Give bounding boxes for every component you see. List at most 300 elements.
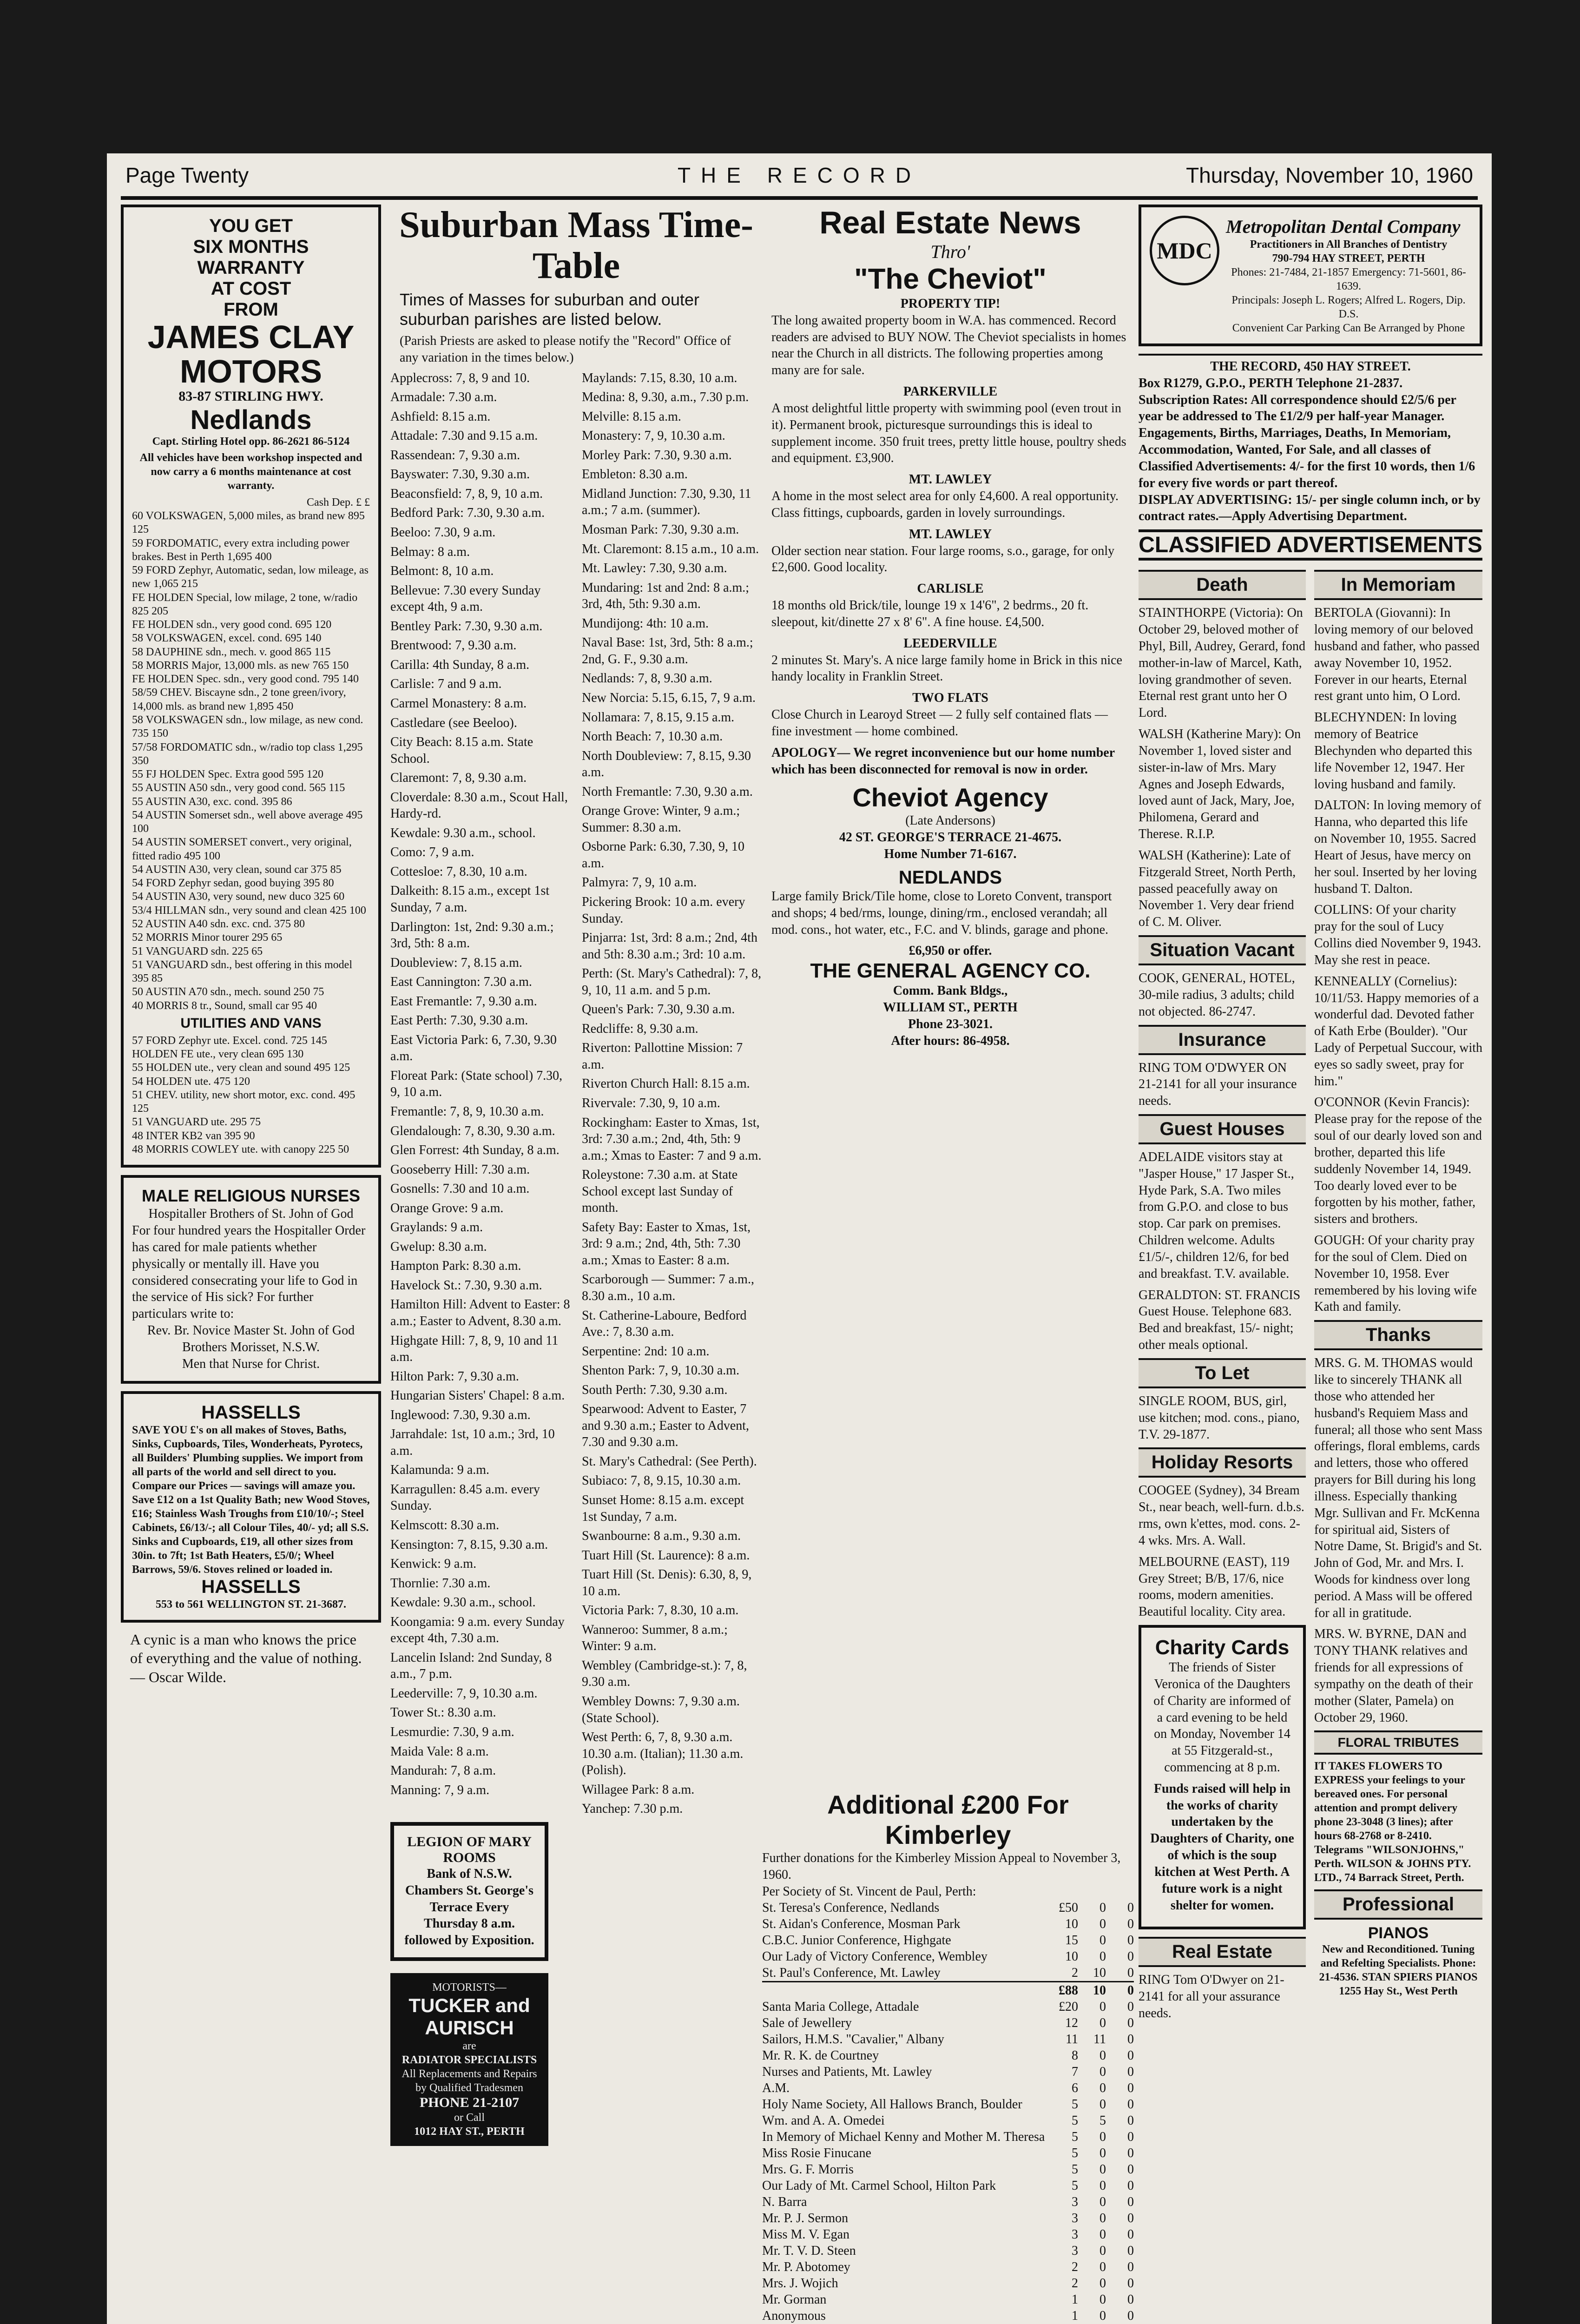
charity-body: The friends of Sister Veronica of the Daughters of Charity are informed of a card evening to be held on Monday, November 14 at 55 Fitzgerald-st., commencing at 8 p.m. [1153,1660,1291,1775]
donation-amount: 0 [1099,2227,1106,2242]
donation-amount: 0 [1099,2130,1106,2145]
thanks-item: MRS. W. BYRNE, DAN and TONY THANK relatives and friends for all expressions of sympathy on the death of their mother (Slater, Pamela) on October 29, 1960. [1314,1627,1473,1725]
mass-time-entry: Midland Junction: 7.30, 9.30, 11 a.m.; 7 a.m. (summer). [582,486,751,518]
donation-amount: 2 [1072,1966,1078,1981]
mass-time-entry: Orange Grove: Winter, 9 a.m.; Summer: 8.30 a.m. [582,804,740,835]
classified-right [1314,565,1482,2027]
donor-name: Mr. Gorman [762,2292,827,2307]
thro-label: Thro' [930,241,970,262]
charity-body-2: Funds raised will help in the works of charity undertaken by the Daughters of Charity, one of which is the soup kitchen at West Perth. A future work is a night shelter for women. [1150,1781,1294,1913]
donation-amount: 8 [1072,2048,1078,2063]
donation-amount: 5 [1072,2130,1078,2145]
classified-heading: Guest Houses [1139,1114,1306,1144]
hassells-ad [121,1391,381,1623]
car-listing: 53/4 HILLMAN sdn., very sound and clean 425 100 [132,904,366,917]
donation-amount: 0 [1099,2048,1106,2063]
general-agency-name: THE GENERAL AGENCY CO. [810,959,1091,983]
mass-time-entry: Carlisle: 7 and 9 a.m. [390,677,502,692]
car-listing: FE HOLDEN Spec. sdn., very good cond. 795 140 [132,673,359,686]
donor-name: Holy Name Society, All Hallows Branch, Boulder [762,2097,1022,2112]
donation-list-2 [762,1999,1134,2324]
donation-amount: 0 [1099,2276,1106,2291]
donor-name: Mr. P. J. Sermon [762,2211,849,2226]
mass-timetable-title: Suburban Mass Time-Table [399,205,753,286]
mass-time-entry: Mosman Park: 7.30, 9.30 a.m. [582,522,739,537]
tucker-name: TUCKER and AURISCH [408,1994,530,2039]
mass-time-entry: Hampton Park: 8.30 a.m. [390,1259,521,1274]
general-agency-line: Phone 23-3021. [908,1017,993,1031]
mass-time-entry: Tuart Hill (St. Denis): 6.30, 8, 9, 10 a.m. [582,1567,752,1598]
donor-name: Anonymous [762,2309,826,2324]
donation-amount: 5 [1072,2162,1078,2177]
mass-time-entry: Mundijong: 4th: 10 a.m. [582,616,709,631]
page-header [125,163,1473,191]
donation-amount: 3 [1072,2227,1078,2242]
cheviot-agency-name: Cheviot Agency [852,783,1048,812]
donation-amount: 0 [1099,1901,1106,1915]
column-2 [390,205,762,2324]
tucker-orcall: or Call [454,2112,485,2124]
pianos-title: PIANOS [1368,1924,1429,1942]
car-listing: 58 MORRIS Major, 13,000 mls. as new 765 150 [132,659,349,672]
column-4 [1139,205,1482,2324]
mass-time-entry: Morley Park: 7.30, 9.30 a.m. [582,448,732,462]
classified-item: WALSH (Katherine Mary): On November 1, loved sister and sister-in-law of Mrs. Mary Agnes and Joseph Edwards, loved aunt of Jack, Mary, Joe, Philomena, Gerard and Therese. R.I.P. [1139,727,1301,842]
donation-amount: 0 [1099,2146,1106,2161]
donor-name: St. Teresa's Conference, Nedlands [762,1901,940,1915]
donor-name: Miss M. V. Egan [762,2227,850,2242]
classified-item: WALSH (Katherine): Late of Fitzgerald Street, North Perth, passed peacefully away on November 1. Very dear friend of C. M. Oliver. [1139,848,1296,930]
mass-time-entry: Wanneroo: Summer, 8 a.m.; Winter: 9 a.m. [582,1622,728,1654]
mass-time-entry: Swanbourne: 8 a.m., 9.30 a.m. [582,1529,741,1544]
memoriam-item: BERTOLA (Giovanni): In loving memory of our beloved husband and father, who passed away November 10, 1952. Forever in our hearts, Eternal rest grant unto him, O Lord. [1314,606,1480,704]
donation-amount: 0 [1099,2244,1106,2258]
classified-heading: Real Estate [1139,1937,1306,1967]
car-listing: 52 AUSTIN A40 sdn. exc. cnd. 375 80 [132,918,305,930]
donation-row [762,1948,1134,1965]
donor-name: In Memory of Michael Kenny and Mother M. Theresa [762,2130,1045,2145]
donation-amount: 1 [1072,2292,1078,2307]
donation-amount: 0 [1099,2260,1106,2275]
donation-amount: £20 [1059,2000,1078,2014]
mass-time-entry: Hilton Park: 7, 9.30 a.m. [390,1369,519,1384]
donor-name: St. Paul's Conference, Mt. Lawley [762,1966,941,1981]
kimberley-intro: Further donations for the Kimberley Mission Appeal to November 3, 1960. [762,1851,1121,1882]
mass-time-entry: Pickering Brook: 10 a.m. every Sunday. [582,894,745,926]
donation-amount: 0 [1127,2000,1134,2014]
mass-time-entry: Attadale: 7.30 and 9.15 a.m. [390,429,538,443]
donation-amount: 5 [1072,2179,1078,2193]
dealer-phones: Capt. Stirling Hotel opp. 86-2621 86-5124 [152,436,350,448]
nurses-address: Rev. Br. Novice Master St. John of God Brothers Morisset, N.S.W. [147,1323,355,1354]
donor-name: C.B.C. Junior Conference, Highgate [762,1933,951,1948]
car-listing: FE HOLDEN Special, low milage, 2 tone, w/radio 825 205 [132,591,358,617]
mass-time-entry: Beaconsfield: 7, 8, 9, 10 a.m. [390,486,543,501]
donation-amount: 0 [1127,2162,1134,2177]
donor-name: Miss Rosie Finucane [762,2146,871,2161]
nedlands-body: Large family Brick/Tile home, close to Loreto Convent, transport and shops; 4 bed/rms, lounge, dining/rm., enclosed verandah; all mod. cons., hot water, etc., F.C. and V. blinds, garage and phone. [771,889,1112,937]
cash-dep-header: Cash Dep. £ £ [307,496,370,508]
kimberley-title: Additional £200 For Kimberley [827,1790,1069,1849]
nurses-tagline: Men that Nurse for Christ. [182,1356,320,1371]
classified-heading: To Let [1139,1358,1306,1388]
donation-amount: 5 [1072,2113,1078,2128]
donation-amount: 0 [1127,2211,1134,2226]
mass-time-entry: Jarrahdale: 1st, 10 a.m.; 3rd, 10 a.m. [390,1427,555,1458]
donation-amount: 0 [1099,1933,1106,1948]
thanks-heading: Thanks [1314,1320,1482,1350]
donation-amount: 2 [1072,2276,1078,2291]
donation-row [762,2064,1134,2080]
donation-row [762,2080,1134,2096]
mass-time-entry: Rivervale: 7.30, 9, 10 a.m. [582,1096,720,1110]
hassells-body: SAVE YOU £'s on all makes of Stoves, Baths, Sinks, Cupboards, Tiles, Wonderheats, Pyrotecs, all Builders' Plumbing supplies. We import from all parts of the world and sell direct to you. Compare our Prices — savings will amaze you. Save £12 on a 1st Quality Bath; new Wood Stoves, £16; Stainless Wash Troughs from £10/10/-; Steel Cabinets, £6/13/-; all Colour Tiles, 40/- yd; all S.S. Sinks and Cupboards, £19, all other sizes from 30in. to 7ft; 1st Bath Heaters, £5/0/; Wheel Barrows, 59/6. Stoves relined or loaded in. [132,1424,370,1576]
mass-time-entry: Pinjarra: 1st, 3rd: 8 a.m.; 2nd, 4th and 5th: 8.30 a.m.; 3rd: 10 a.m. [582,931,757,962]
car-listing: 51 VANGUARD sdn. 225 65 [132,945,263,957]
donation-amount: 11 [1093,2032,1106,2047]
donation-amount: 0 [1127,2309,1134,2324]
donation-amount: 10 [1065,1949,1078,1964]
dealer-name: JAMES CLAY MOTORS [147,319,355,390]
mass-time-entry: East Fremantle: 7, 9.30 a.m. [390,994,537,1009]
ad-line: WARRANTY [197,257,305,278]
car-listing: 58 DAUPHINE sdn., mech. v. good 865 115 [132,646,331,658]
donation-amount: 0 [1099,2016,1106,2031]
charity-cards-ad [1139,1625,1306,1929]
mass-time-entry: St. Catherine-Laboure, Bedford Ave.: 7, 8.30 a.m. [582,1308,747,1340]
donation-amount: 0 [1127,2227,1134,2242]
mass-time-entry: Maida Vale: 8 a.m. [390,1744,489,1759]
mass-time-entry: Gooseberry Hill: 7.30 a.m. [390,1162,530,1177]
classified-item: COOK, GENERAL, HOTEL, 30-mile radius, 3 adults; child not objected. 86-2747. [1139,971,1295,1019]
donation-row [762,2047,1134,2064]
mass-time-entry: Leederville: 7, 9, 10.30 a.m. [390,1686,538,1701]
mass-time-entry: Mt. Lawley: 7.30, 9.30 a.m. [582,561,727,576]
mass-time-entry: Beeloo: 7.30, 9 a.m. [390,525,496,540]
issue-date: Thursday, November 10, 1960 [1186,163,1473,187]
donation-row [762,1999,1134,2015]
mass-time-entry: Monastery: 7, 9, 10.30 a.m. [582,429,725,443]
classified-heading: Death [1139,570,1306,600]
mass-time-entry: Glen Forrest: 4th Sunday, 8 a.m. [390,1143,560,1158]
nurses-body: For four hundred years the Hospitaller Order has cared for male patients whether physically or mentally ill. Have you considered consecrating your life to God in the service of His sick? For further particulars write to: [132,1223,366,1321]
mass-time-entry: Como: 7, 9 a.m. [390,845,474,860]
donor-name: Mr. P. Abotomey [762,2260,850,2275]
nurses-title: MALE RELIGIOUS NURSES [141,1186,361,1206]
utility-listing: 48 MORRIS COWLEY ute. with canopy 225 50 [132,1143,349,1155]
mass-time-entry: Melville: 8.15 a.m. [582,409,681,424]
utility-listing: 55 HOLDEN ute., very clean and sound 495 125 [132,1062,350,1074]
classified-left [1139,565,1306,2027]
dental-line: Practitioners in All Branches of Dentistry [1250,238,1448,251]
car-listing: 54 AUSTIN SOMERSET convert., very original, fitted radio 495 100 [132,836,352,862]
mass-time-entry: East Victoria Park: 6, 7.30, 9.30 a.m. [390,1032,557,1064]
mass-time-entry: Thornlie: 7.30 a.m. [390,1576,491,1591]
mass-time-entry: Havelock St.: 7.30, 9.30 a.m. [390,1278,542,1293]
donation-amount: 3 [1072,2244,1078,2258]
classified-title: CLASSIFIED ADVERTISEMENTS [1139,529,1482,561]
donation-amount: 0 [1099,2081,1106,2096]
donation-amount: 0 [1127,1901,1134,1915]
mass-time-entry: North Beach: 7, 10.30 a.m. [582,729,723,744]
car-listing: 54 AUSTIN Somerset sdn., well above average 495 100 [132,809,363,835]
car-listing: 54 AUSTIN A30, very clean, sound car 375 85 [132,863,342,876]
ad-line: AT COST [211,278,291,299]
mass-time-entry: East Cannington: 7.30 a.m. [390,975,532,990]
donation-amount: 0 [1127,2048,1134,2063]
classified-item: RING TOM O'DWYER ON 21-2141 for all your insurance needs. [1139,1060,1297,1109]
mass-time-entry: Willagee Park: 8 a.m. [582,1782,695,1797]
donation-amount: 0 [1099,2000,1106,2014]
donation-row [762,2015,1134,2031]
car-listing: 40 MORRIS 8 tr., Sound, small car 95 40 [132,999,317,1012]
classified-item: SINGLE ROOM, BUS, girl, use kitchen; mod. cons., piano, T.V. 29-1877. [1139,1393,1300,1442]
nedlands-heading: NEDLANDS [898,867,1002,888]
donation-amount: 0 [1099,2097,1106,2112]
mass-time-entry: East Perth: 7.30, 9.30 a.m. [390,1013,528,1028]
car-listing: 50 AUSTIN A70 sdn., mech. sound 250 75 [132,986,324,998]
car-listing: 55 AUSTIN A50 sdn., very good cond. 565 115 [132,782,345,794]
classified-item: STAINTHORPE (Victoria): On October 29, beloved mother of Phyl, Bill, Audrey, Gerard, fond mother-in-law of Marcel, Kath, loving grandmother of seven. Eternal rest grant unto her O Lord. [1139,606,1306,720]
listing-heading: LEEDERVILLE [903,636,997,651]
car-listing: 58 VOLKSWAGEN sdn., low milage, as new cond. 735 150 [132,713,363,740]
record-info: THE RECORD, 450 HAY STREET. Box R1279, G.P.O., PERTH Telephone 21-2837. Subscription Rates: All correspondence should £2/5/6 per year be addressed to The £1/2/9 per half-year Manager. Engagements, Births, Marriages, Deaths, In Memoriam, Accommodation, Wanted, For Sale, and all classes of Classified Advertisements: 4/- for the first 10 words, then 1/6 for every five words or part thereof. DISPLAY ADVERTISING: 15/- per single column inch, or by contract rates.—Apply Advertising Department. [1139,354,1482,525]
property-tip-heading: PROPERTY TIP! [900,297,1001,311]
mass-time-entry: Castledare (see Beeloo). [390,715,517,730]
donation-row [762,2031,1134,2047]
charity-title: Charity Cards [1155,1636,1290,1659]
mass-time-entry: Osborne Park: 6.30, 7.30, 9, 10 a.m. [582,839,744,871]
donation-amount: 0 [1099,1949,1106,1964]
mass-time-entry: Highgate Hill: 7, 8, 9, 10 and 11 a.m. [390,1333,559,1365]
donor-name: Mrs. J. Wojich [762,2276,838,2291]
donation-amount: 0 [1127,2276,1134,2291]
donation-amount: 0 [1099,2065,1106,2080]
donation-row [762,1900,1134,1916]
utility-listing: 51 VANGUARD ute. 295 75 [132,1116,261,1129]
mass-time-entry: Wembley Downs: 7, 9.30 a.m. (State School). [582,1694,740,1725]
memoriam-item: COLLINS: Of your charity pray for the soul of Lucy Collins died November 9, 1943. May she rest in peace. [1314,903,1481,967]
donation-amount: 0 [1127,2113,1134,2128]
ad-line: YOU GET [209,216,293,236]
donation-row [762,2178,1134,2194]
donation-amount: 0 [1127,2244,1134,2258]
mass-time-entry: Kewdale: 9.30 a.m., school. [390,1595,536,1610]
mass-time-entry: Tower St.: 8.30 a.m. [390,1705,496,1720]
donation-amount: 0 [1127,2032,1134,2047]
donation-row [762,1932,1134,1948]
legion-title: LEGION OF MARY ROOMS [407,1834,532,1865]
donation-amount: 0 [1127,1933,1134,1948]
tucker-aurisch-ad [390,1973,548,2146]
memoriam-item: KENNEALLY (Cornelius): 10/11/53. Happy memories of a wonderful dad. Devoted father of Kath Erbe (Boulder). "Our Lady of Perpetual Succour, with eyes so sadly sweet, pray for him." [1314,974,1482,1089]
mass-time-entry: Scarborough — Summer: 7 a.m., 8.30 a.m., 10 a.m. [582,1272,754,1303]
cheviot-title: "The Cheviot" [854,263,1047,295]
car-listing: 59 FORDOMATIC, every extra including power brakes. Best in Perth 1,695 400 [132,537,349,563]
mass-time-entry: Palmyra: 7, 9, 10 a.m. [582,875,697,890]
donation-amount: £50 [1059,1901,1078,1915]
listing-heading: CARLISLE [917,581,984,596]
mass-time-entry: Kenwick: 9 a.m. [390,1557,477,1571]
utility-listing: 51 CHEV. utility, new short motor, exc. cond. 495 125 [132,1089,356,1115]
utility-listing: 48 INTER KB2 van 395 90 [132,1129,255,1142]
mass-time-entry: Brentwood: 7, 9.30 a.m. [390,638,517,653]
mass-time-entry: Mandurah: 7, 8 a.m. [390,1763,496,1778]
mass-time-entry: Queen's Park: 7.30, 9.30 a.m. [582,1002,735,1017]
agency-sub: (Late Andersons) [905,813,995,828]
donor-name: N. Barra [762,2195,807,2210]
memoriam-item: GOUGH: Of your charity pray for the soul of Clem. Died on November 10, 1958. Ever remembered by his loving wife Kath and family. [1314,1233,1477,1314]
general-agency-line: WILLIAM ST., PERTH [883,1000,1018,1015]
donation-amount: 5 [1072,2146,1078,2161]
donation-amount: 0 [1127,2081,1134,2096]
mass-time-entry: Serpentine: 2nd: 10 a.m. [582,1344,710,1359]
general-agency-line: Comm. Bank Bldgs., [893,984,1008,998]
donor-name: Nurses and Patients, Mt. Lawley [762,2065,932,2080]
header-rule [121,196,1478,200]
newspaper-page [107,153,1492,2324]
memoriam-item: O'CONNOR (Kevin Francis): Please pray for the repose of the soul of our dearly loved son and brother, departed this life suddenly November 14, 1949. Too dearly loved ever to be forgotten by his mother, father, sisters and brothers. [1314,1095,1482,1227]
mass-times-list [390,370,762,1817]
subtotal-row: £88 10 0 [762,1981,1134,1999]
car-listing: 54 AUSTIN A30, very sound, new duco 325 60 [132,891,345,903]
mass-time-entry: Safety Bay: Easter to Xmas, 1st, 3rd: 9 a.m.; 2nd, 4th, 5th: 7.30 a.m.; Xmas to Easter: 8 a.m. [582,1220,751,1268]
ad-line: FROM [224,299,278,320]
donation-row [762,1916,1134,1932]
mass-time-entry: Belmay: 8 a.m. [390,544,470,559]
donation-row [762,2129,1134,2145]
apology-note: APOLOGY— We regret inconvenience but our home number which has been disconnected for removal is now in order. [771,745,1115,777]
donation-amount: 0 [1127,2016,1134,2031]
kimberley-per: Per Society of St. Vincent de Paul, Perth: [762,1884,976,1899]
donation-amount: 0 [1127,2260,1134,2275]
crest-icon: MDC [1150,216,1219,285]
mass-time-entry: Embleton: 8.30 a.m. [582,467,688,482]
car-listing: 55 AUSTIN A30, exc. cond. 395 86 [132,795,292,808]
mass-time-entry: Medina: 8, 9.30, a.m., 7.30 p.m. [582,390,749,405]
listing-body: 2 minutes St. Mary's. A nice large family home in Brick in this nice handy locality in Franklin Street. [771,653,1122,684]
mass-time-entry: North Doubleview: 7, 8.15, 9.30 a.m. [582,748,751,780]
donation-row [762,2308,1134,2324]
donor-name: St. Aidan's Conference, Mosman Park [762,1917,961,1932]
legion-body: Bank of N.S.W. Chambers St. George's Terrace Every Thursday 8 a.m. followed by Exposition. [404,1866,534,1948]
car-listing: 58/59 CHEV. Biscayne sdn., 2 tone green/ivory, 14,000 mls. as brand new 1,895 450 [132,687,346,713]
donation-amount: 3 [1072,2195,1078,2210]
classified-item: RING Tom O'Dwyer on 21-2141 for all your assurance needs. [1139,1973,1284,2021]
donation-amount: 0 [1099,2292,1106,2307]
utility-listing: HOLDEN FE ute., very clean 695 130 [132,1048,304,1061]
nedlands-price: £6,950 or offer. [908,944,992,958]
donation-amount: 0 [1127,1949,1134,1964]
ad-line: SIX MONTHS [193,237,309,257]
professional-heading: Professional [1314,1889,1482,1920]
donation-amount: 7 [1072,2065,1078,2080]
classified-item: MELBOURNE (EAST), 119 Grey Street; B/B, 17/6, nice rooms, modern amenities. Beautiful locality. City area. [1139,1554,1290,1619]
male-nurses-ad [121,1175,381,1383]
mass-time-entry: Perth: (St. Mary's Cathedral): 7, 8, 9, 10, 11 a.m. and 5 p.m. [582,966,762,997]
listing-body: 18 months old Brick/tile, lounge 19 x 14'6", 2 bedrms., 20 ft. sleepout, kit/dinette 27 x 8' 6". A fine house. £4,500. [771,598,1089,629]
donor-name: Wm. and A. A. Omedei [762,2113,885,2128]
mass-time-entry: Naval Base: 1st, 3rd, 5th: 8 a.m.; 2nd, G. F., 9.30 a.m. [582,635,753,667]
car-listing: 52 MORRIS Minor tourer 295 65 [132,931,283,944]
hassells-title-2: HASSELLS [201,1576,301,1597]
memoriam-list [1314,605,1482,1315]
dental-parking: Convenient Car Parking Can Be Arranged by Phone [1232,322,1465,334]
mass-time-entry: Gosnells: 7.30 and 10 a.m. [390,1182,530,1196]
donation-amount: 0 [1127,2130,1134,2145]
mass-time-entry: Wembley (Cambridge-st.): 7, 8, 9.30 a.m. [582,1658,747,1690]
utility-listing: 57 FORD Zephyr ute. Excel. cond. 725 145 [132,1034,327,1047]
mass-time-entry: Hamilton Hill: Advent to Easter: 8 a.m.; Easter to Advent, 8.30 a.m. [390,1297,570,1328]
mass-time-entry: Rassendean: 7, 9.30 a.m. [390,448,520,462]
dental-company-ad [1139,205,1482,346]
memoriam-heading: In Memoriam [1314,570,1482,600]
tucker-phone: PHONE 21-2107 [419,2095,520,2110]
donation-list-1 [762,1900,1134,1981]
mass-time-entry: Kalamunda: 9 a.m. [390,1463,490,1478]
donation-amount: 1 [1072,2309,1078,2324]
mass-time-entry: Darlington: 1st, 2nd: 9.30 a.m.; 3rd, 5th: 8 a.m. [390,919,554,951]
donation-amount: 15 [1065,1933,1078,1948]
mass-time-entry: Yanchep: 7.30 p.m. [582,1802,683,1816]
listing-body: Close Church in Learoyd Street — 2 fully self contained flats — fine investment — home combined. [771,707,1108,739]
hassells-address: 553 to 561 WELLINGTON ST. 21-3687. [155,1598,347,1611]
mass-time-entry: West Perth: 6, 7, 8, 9.30 a.m. 10.30 a.m. (Italian); 11.30 a.m. (Polish). [582,1730,744,1778]
mass-time-entry: Glendalough: 7, 8.30, 9.30 a.m. [390,1123,555,1138]
car-list [132,509,370,1013]
mass-time-entry: North Fremantle: 7.30, 9.30 a.m. [582,784,753,799]
timetable-note: (Parish Priests are asked to please notify the "Record" Office of any variation in the times below.) [400,334,731,365]
car-listing: 54 FORD Zephyr sedan, good buying 395 80 [132,877,334,890]
mass-time-entry: Lesmurdie: 7.30, 9 a.m. [390,1725,514,1740]
mass-time-entry: Fremantle: 7, 8, 9, 10.30 a.m. [390,1104,544,1119]
mass-time-entry: Rockingham: Easter to Xmas, 1st, 3rd: 7.30 a.m.; 2nd, 4th, 5th: 9 a.m.; Xmas to Easter: 7 and 9 a.m. [582,1115,762,1163]
donation-amount: 10 [1065,1917,1078,1932]
mass-time-entry: South Perth: 7.30, 9.30 a.m. [582,1382,728,1397]
donation-amount: 0 [1127,2179,1134,2193]
mass-time-entry: Kewdale: 9.30 a.m., school. [390,825,536,840]
donation-row [762,2194,1134,2210]
memoriam-item: BLECHYNDEN: In loving memory of Beatrice Blechynden who departed this life November 12, 1947. Her loving husband and family. [1314,710,1472,792]
mass-time-entry: Karragullen: 8.45 a.m. every Sunday. [390,1482,540,1513]
donor-name: Our Lady of Mt. Carmel School, Hilton Park [762,2179,996,2193]
donation-amount: 0 [1099,2211,1106,2226]
donation-amount: 0 [1099,2179,1106,2193]
mass-time-entry: Sunset Home: 8.15 a.m. except 1st Sunday, 7 a.m. [582,1493,744,1524]
donation-amount: 6 [1072,2081,1078,2096]
listing-heading: MT. LAWLEY [908,472,992,487]
donation-amount: 0 [1127,2195,1134,2210]
dealer-address: 83-87 STIRLING HWY. [178,389,323,404]
mass-time-entry: Shenton Park: 7, 9, 10.30 a.m. [582,1363,740,1378]
mass-time-entry: Ashfield: 8.15 a.m. [390,409,491,424]
mass-time-entry: Tuart Hill (St. Laurence): 8 a.m. [582,1548,750,1563]
donation-amount: 12 [1065,2016,1078,2031]
mass-time-entry: Nollamara: 7, 8.15, 9.15 a.m. [582,710,735,725]
nurses-subtitle: Hospitaller Brothers of St. John of God [148,1207,354,1221]
donation-amount: 0 [1127,2097,1134,2112]
mass-time-entry: Mt. Claremont: 8.15 a.m., 10 a.m. [582,541,759,556]
masthead-title: THE RECORD [677,163,922,187]
mass-time-entry: Bentley Park: 7.30, 9.30 a.m. [390,619,543,634]
mass-time-entry: Cottesloe: 7, 8.30, 10 a.m. [390,864,527,879]
mass-time-entry: Manning: 7, 9 a.m. [390,1783,490,1797]
mass-time-entry: Nedlands: 7, 8, 9.30 a.m. [582,671,712,686]
listing-heading: TWO FLATS [912,691,988,706]
dental-address: 790-794 HAY STREET, PERTH [1272,252,1425,264]
listing-heading: PARKERVILLE [903,384,998,399]
donation-row [762,2275,1134,2291]
